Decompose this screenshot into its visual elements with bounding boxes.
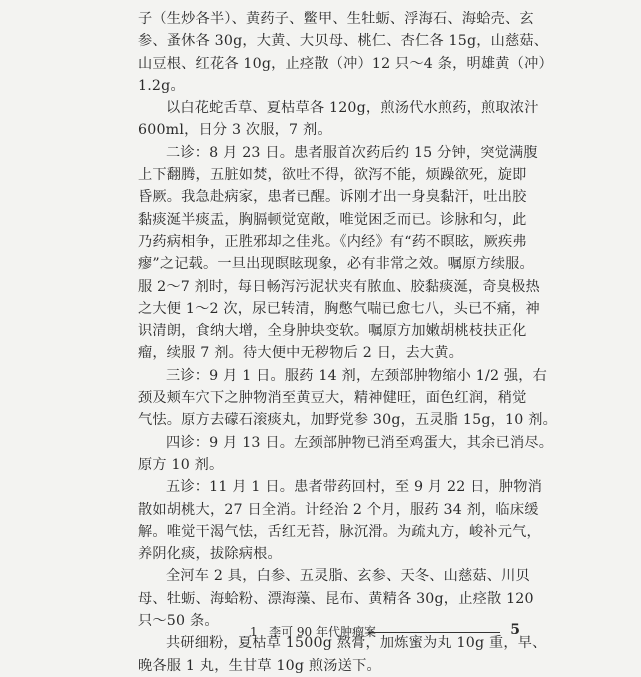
text-line: 共研细粉，夏枯草 1500g 熬膏，加炼蜜为丸 10g 重，早、	[166, 635, 547, 652]
text-line: 识清朗，食纳大增，全身肿块变软。嘱原方加嫩胡桃枝扶正化	[138, 323, 527, 340]
page-number: 5	[510, 622, 520, 638]
text-line: 气怯。原方去礞石滚痰丸，加野党参 30g，五灵脂 15g，10 剂。	[138, 412, 557, 429]
chapter-number: 1	[250, 625, 258, 639]
text-line: 原方 10 剂。	[138, 456, 224, 473]
text-line: 散如胡桃大，27 日全消。计经治 2 个月，服药 34 剂，临床缓	[138, 501, 539, 518]
text-line: 山豆根、红花各 10g，止痉散（冲）12 只～4 条，明雄黄（冲）	[138, 55, 553, 72]
text-line: 上下翻腾，五脏如焚，欲吐不得，欲泻不能，烦躁欲死，旋即	[138, 167, 527, 184]
text-line: 晚各服 1 丸，生甘草 10g 煎汤送下。	[138, 657, 381, 674]
text-line: 解。唯觉干渴气怯，舌红无苔，脉沉滑。为疏丸方，峻补元气，	[138, 523, 541, 540]
text-line: 瘳”之记载。一旦出现瞑眩现象，必有非常之效。嘱原方续服。	[138, 256, 534, 273]
text-line: 1.2g。	[138, 77, 185, 94]
text-line: 母、牡蛎、海蛤粉、漂海藻、昆布、黄精各 30g，止痉散 120	[138, 590, 534, 607]
text-line: 以白花蛇舌草、夏枯草各 120g，煎汤代水煎药，煎取浓汁	[166, 100, 539, 117]
text-line: 黏痰涎半痰盂，胸膈顿觉宽敞，唯觉困乏而已。诊脉和匀，此	[138, 211, 527, 228]
running-footer	[250, 624, 376, 640]
text-line: 之大便 1～2 次，尿已转清，胸憋气喘已愈七八，头已不痛，神	[138, 300, 540, 317]
body-text	[138, 8, 557, 677]
text-line: 参、蚤休各 30g，大黄、大贝母、桃仁、杏仁各 15g，山慈菇、	[138, 33, 549, 50]
book-title: 李可 90 年代肿瘤案	[269, 625, 376, 639]
text-line: 养阴化痰，拔除病根。	[138, 546, 282, 563]
text-line: 全河车 2 具，白参、五灵脂、玄参、天冬、山慈菇、川贝	[166, 568, 530, 585]
text-line: 五诊：11 月 1 日。患者带药回村，至 9 月 22 日，肿物消	[166, 479, 543, 496]
text-line: 服 2～7 剂时，每日畅泻污泥状夹有脓血、胶黏痰涎，奇臭极热	[138, 278, 540, 295]
text-line: 乃药病相争，正胜邪却之佳兆。《内经》有“药不瞑眩，厥疾弗	[138, 233, 527, 250]
text-line: 600ml，日分 3 次服，7 剂。	[138, 122, 332, 139]
text-line: 子（生炒各半）、黄药子、鳖甲、生牡蛎、浮海石、海蛤壳、玄	[138, 11, 534, 27]
text-line: 昏厥。我急赴病家，患者已醒。诉刚才出一身臭黏汗，吐出胶	[138, 189, 527, 206]
footer-rule	[368, 632, 500, 633]
text-line: 颈及颊车穴下之肿物消至黄豆大，精神健旺，面色红润，稍觉	[138, 390, 527, 407]
text-line: 四诊：9 月 13 日。左颈部肿物已消至鸡蛋大，其余已消尽。	[166, 434, 554, 451]
text-line: 三诊：9 月 1 日。服药 14 剂，左颈部肿物缩小 1/2 强，右	[166, 367, 548, 384]
text-line: 二诊：8 月 23 日。患者服首次药后约 15 分钟，突觉满腹	[166, 144, 538, 161]
text-line: 只～50 条。	[138, 613, 219, 630]
text-line: 瘤，续服 7 剂。待大便中无秽物后 2 日，去大黄。	[138, 345, 464, 362]
page-footer	[250, 624, 520, 640]
